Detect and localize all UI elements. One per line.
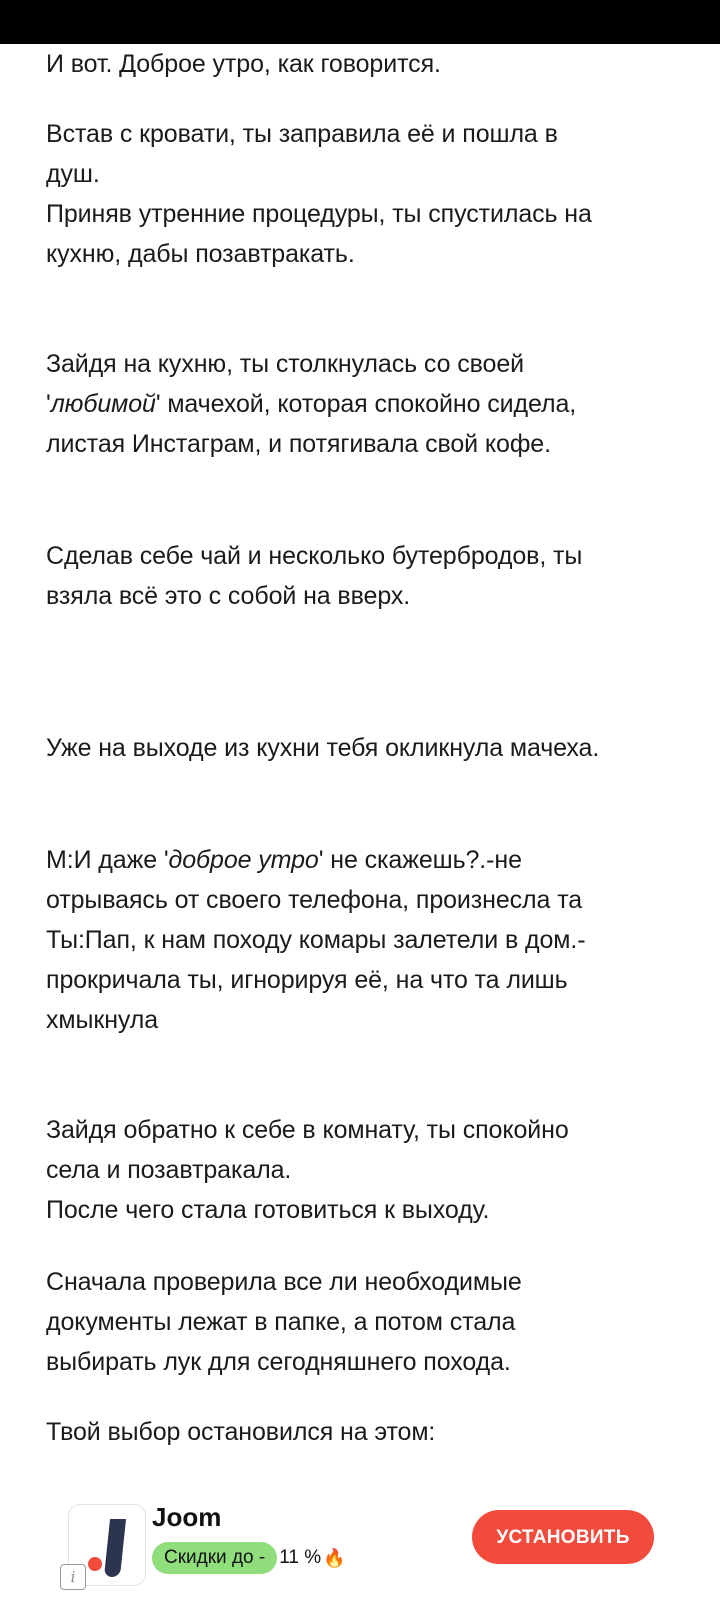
paragraph-5: [46, 728, 686, 768]
text-line: документы лежат в папке, а потом стала: [46, 1308, 516, 1336]
discount-pill: Скидки до -: [152, 1542, 277, 1574]
text-line: Зайдя обратно к себе в комнату, ты спокойно: [46, 1116, 569, 1144]
emphasis: любимой: [50, 390, 156, 418]
text-line: села и позавтракала.: [46, 1156, 292, 1184]
paragraph-4: [46, 536, 686, 616]
paragraph-6: [46, 840, 686, 1040]
paragraph-1: [46, 44, 686, 84]
text-line: М:И даже 'доброе утро' не скажешь?.-не: [46, 846, 522, 874]
emphasis: доброе утро: [168, 846, 319, 874]
text-line: Приняв утренние процедуры, ты спустилась на: [46, 200, 592, 228]
fire-icon: 🔥: [323, 1547, 346, 1568]
paragraph-3: [46, 344, 686, 464]
text-line: Ты:Пап, к нам походу комары залетели в дом.-: [46, 926, 586, 954]
ad-app-name[interactable]: Joom: [152, 1502, 222, 1532]
text-line: 'любимой' мачехой, которая спокойно сидела,: [46, 390, 577, 418]
text-line: листая Инстаграм, и потягивала свой кофе.: [46, 430, 551, 458]
text-line: прокричала ты, игнорируя её, на что та лишь: [46, 966, 568, 994]
text-line: Сделав себе чай и несколько бутербродов, ты: [46, 542, 583, 570]
paragraph-2: [46, 114, 686, 274]
text-line: кухню, дабы позавтракать.: [46, 240, 355, 268]
text-line: Сначала проверила все ли необходимые: [46, 1268, 522, 1296]
logo-stroke: [104, 1519, 126, 1577]
text-line: Твой выбор остановился на этом:: [46, 1418, 436, 1446]
text-line: Зайдя на кухню, ты столкнулась со своей: [46, 350, 524, 378]
text-line: хмыкнула: [46, 1006, 159, 1034]
ad-banner[interactable]: [0, 1498, 720, 1600]
text-line: выбирать лук для сегодняшнего похода.: [46, 1348, 511, 1376]
text-line: Уже на выходе из кухни тебя окликнула мачеха.: [46, 734, 600, 762]
discount-badge: [152, 1542, 346, 1574]
text-line: отрываясь от своего телефона, произнесла та: [46, 886, 583, 914]
paragraph-8: [46, 1262, 686, 1382]
paragraph-7: [46, 1110, 686, 1230]
ad-info-icon[interactable]: i: [60, 1564, 86, 1590]
text-line: И вот. Доброе утро, как говорится.: [46, 50, 441, 78]
status-bar: [0, 0, 720, 44]
discount-value: 11 %: [279, 1547, 322, 1568]
text-line: После чего стала готовиться к выходу.: [46, 1196, 490, 1224]
text-line: Встав с кровати, ты заправила её и пошла в: [46, 120, 558, 148]
paragraph-9: [46, 1412, 686, 1452]
text-line: взяла всё это с собой на вверх.: [46, 582, 411, 610]
logo-dot: [88, 1557, 102, 1571]
install-button[interactable]: УСТАНОВИТЬ: [472, 1510, 654, 1564]
text-line: душ.: [46, 160, 100, 188]
